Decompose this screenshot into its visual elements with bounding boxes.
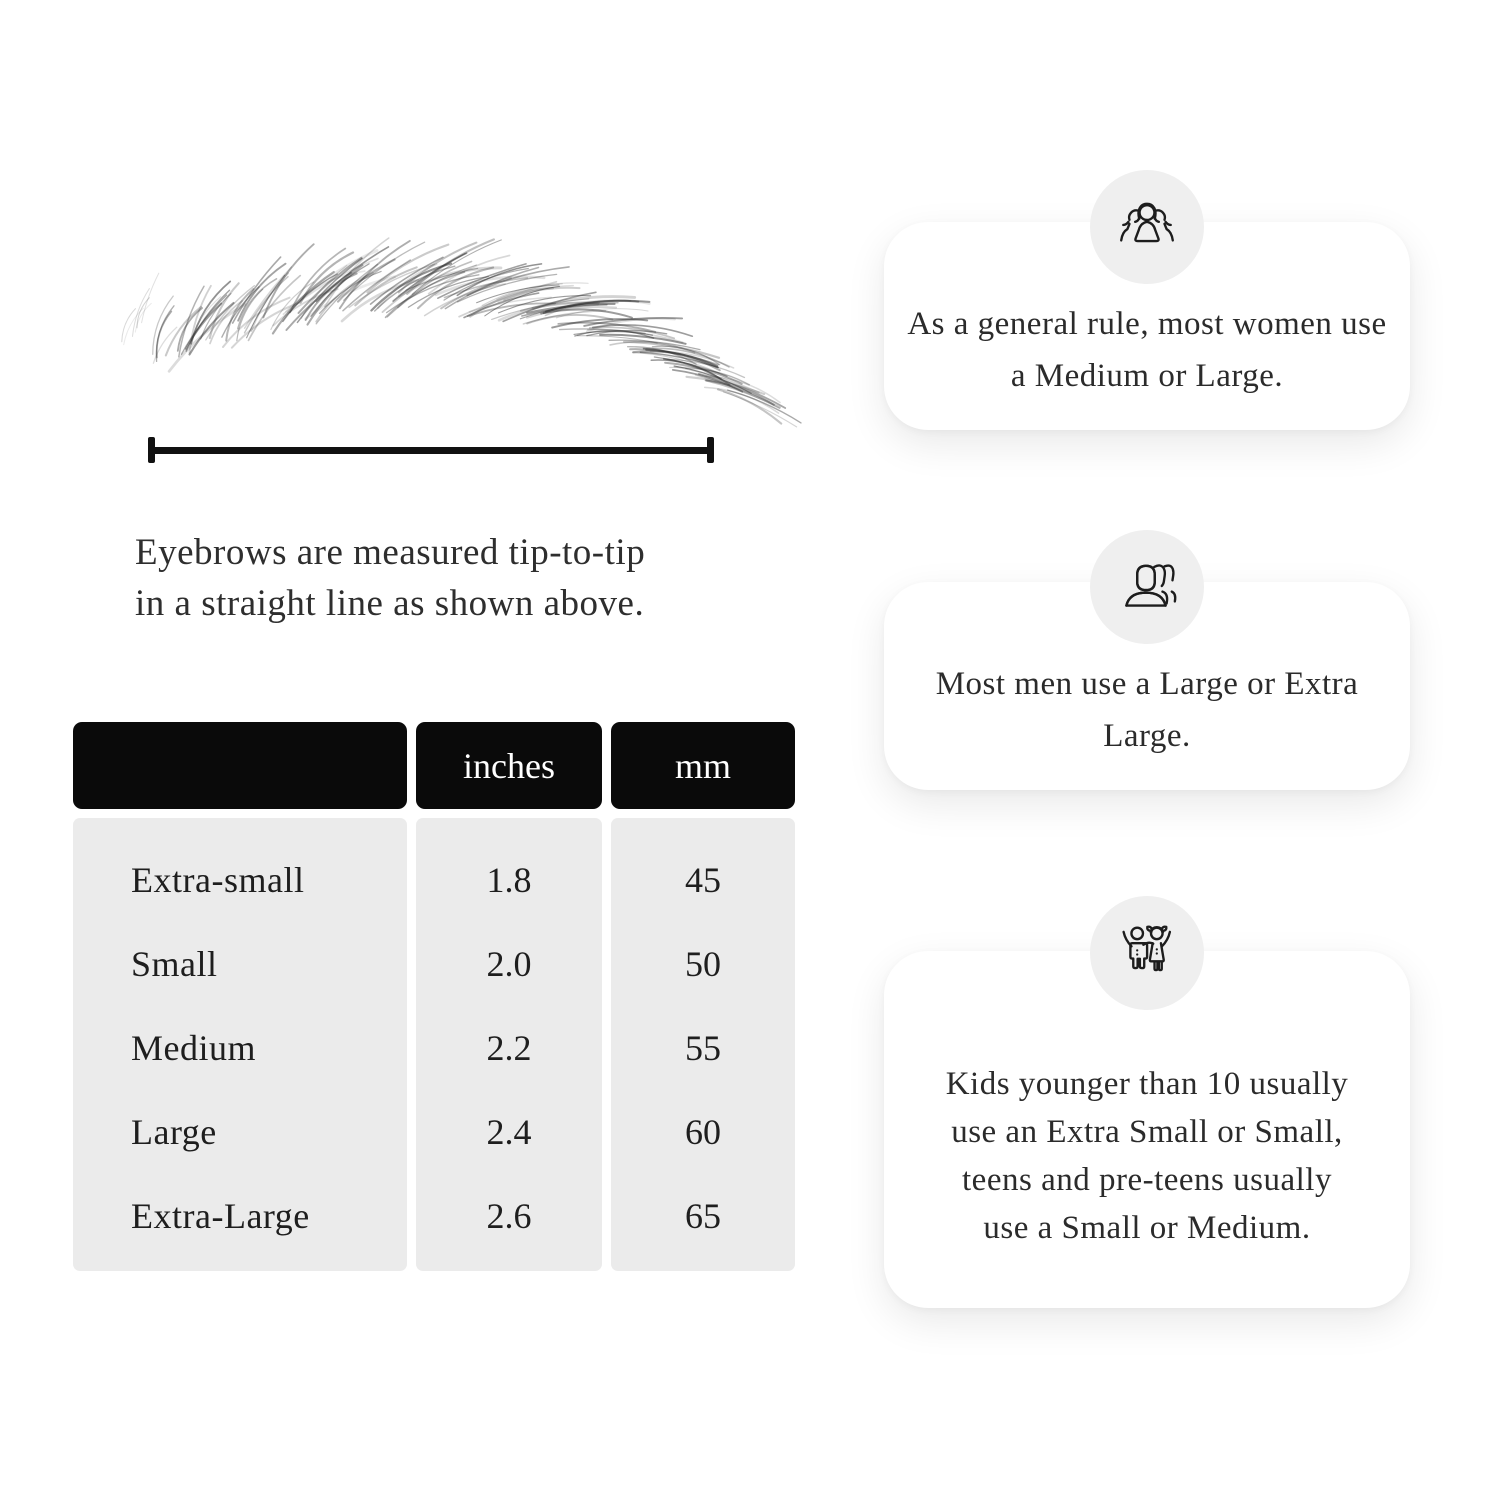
size-inches: 1.8 [486, 860, 532, 900]
table-row [73, 922, 795, 1006]
size-mm: 45 [685, 860, 721, 900]
size-label: Small [131, 944, 218, 984]
women-icon-circle [1090, 170, 1204, 284]
measurement-bar [150, 447, 712, 454]
men-group-icon [1114, 554, 1180, 620]
table-header-blank [73, 722, 407, 809]
eyebrow-illustration [105, 225, 750, 415]
table-header-inches: inches [416, 722, 602, 809]
tip-text-men: Most men use a Large or Extra Large. [935, 666, 1359, 754]
size-inches: 2.4 [486, 1112, 532, 1152]
measurement-line [148, 437, 714, 463]
size-table [73, 722, 795, 1271]
size-mm: 55 [685, 1028, 721, 1068]
caption-line-1: Eyebrows are measured tip-to-tip [135, 532, 646, 573]
measurement-tick-right [707, 437, 714, 463]
measurement-caption [135, 527, 645, 629]
size-label: Large [131, 1112, 217, 1152]
caption-line-2: in a straight line as shown above. [135, 583, 645, 624]
size-label: Extra-small [131, 860, 305, 900]
size-table-body [73, 818, 795, 1271]
table-row [73, 1174, 795, 1258]
kids-icon-circle [1090, 896, 1204, 1010]
size-mm: 60 [685, 1112, 721, 1152]
table-row [73, 1090, 795, 1174]
tip-text-women: As a general rule, most women use a Medium or Large. [907, 306, 1387, 394]
table-row [73, 838, 795, 922]
size-table-header [73, 722, 795, 809]
size-inches: 2.0 [486, 944, 532, 984]
table-header-mm: mm [611, 722, 795, 809]
kids-icon [1114, 920, 1180, 986]
table-row [73, 1006, 795, 1090]
tip-text-kids: Kids younger than 10 usually use an Extra Small or Small, teens and pre-teens usually use a Small or Medium. [945, 1065, 1349, 1246]
size-label: Medium [131, 1028, 256, 1068]
size-inches: 2.2 [486, 1028, 532, 1068]
women-group-icon [1114, 194, 1180, 260]
size-label: Extra-Large [131, 1196, 310, 1236]
size-mm: 50 [685, 944, 721, 984]
size-mm: 65 [685, 1196, 721, 1236]
men-icon-circle [1090, 530, 1204, 644]
size-inches: 2.6 [486, 1196, 532, 1236]
